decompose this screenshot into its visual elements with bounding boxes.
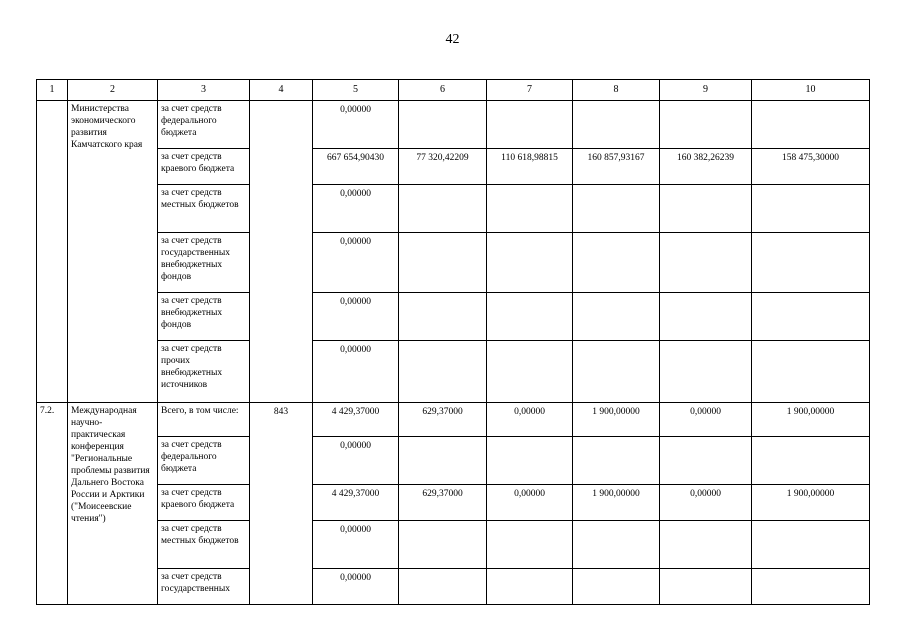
block1-index-cell [37,101,68,403]
value-col-6 [399,521,487,569]
value-col-7: 0,00000 [487,403,573,437]
value-col-10 [752,101,870,149]
value-col-6 [399,569,487,605]
value-col-8 [573,233,660,293]
value-col-10 [752,569,870,605]
header-col-9: 9 [660,80,752,101]
value-col-6: 629,37000 [399,403,487,437]
funding-source: за счет средств государственных внебюджетных фондов [158,233,250,293]
value-col-7 [487,101,573,149]
value-col-8 [573,293,660,341]
header-row [37,80,870,101]
table-row [37,521,870,569]
value-col-9 [660,185,752,233]
table-row [37,149,870,185]
budget-table [36,79,870,605]
header-col-2: 2 [68,80,158,101]
value-col-5: 667 654,90430 [313,149,399,185]
value-col-6 [399,437,487,485]
block2-code: 843 [250,403,313,605]
funding-source: за счет средств федерального бюджета [158,101,250,149]
funding-source: за счет средств внебюджетных фондов [158,293,250,341]
funding-source: за счет средств прочих внебюджетных источников [158,341,250,403]
header-col-4: 4 [250,80,313,101]
value-col-9 [660,437,752,485]
value-col-10 [752,341,870,403]
block1-org-name: Министерства экономического развития Камчатского края [68,101,158,403]
value-col-5: 0,00000 [313,569,399,605]
header-col-8: 8 [573,80,660,101]
value-col-9 [660,233,752,293]
value-col-7 [487,341,573,403]
value-col-10 [752,437,870,485]
value-col-7: 0,00000 [487,485,573,521]
value-col-5: 0,00000 [313,437,399,485]
block1-code-cell [250,101,313,403]
value-col-8 [573,437,660,485]
value-col-8 [573,101,660,149]
value-col-6 [399,233,487,293]
value-col-8 [573,341,660,403]
value-col-10 [752,293,870,341]
value-col-7: 110 618,98815 [487,149,573,185]
page-number: 42 [445,32,460,47]
table-row [37,293,870,341]
header-col-10: 10 [752,80,870,101]
value-col-7 [487,521,573,569]
header-col-5: 5 [313,80,399,101]
funding-source: за счет средств краевого бюджета [158,149,250,185]
header-col-6: 6 [399,80,487,101]
value-col-9: 0,00000 [660,403,752,437]
header-col-3: 3 [158,80,250,101]
value-col-5: 0,00000 [313,233,399,293]
value-col-9: 0,00000 [660,485,752,521]
value-col-10: 1 900,00000 [752,403,870,437]
value-col-9 [660,293,752,341]
funding-source: за счет средств федерального бюджета [158,437,250,485]
table-row [37,569,870,605]
value-col-6 [399,185,487,233]
value-col-8 [573,521,660,569]
value-col-5: 0,00000 [313,521,399,569]
value-col-9 [660,569,752,605]
funding-source: за счет средств государственных [158,569,250,605]
value-col-8: 160 857,93167 [573,149,660,185]
table-row [37,341,870,403]
value-col-8 [573,185,660,233]
value-col-9 [660,521,752,569]
value-col-5: 4 429,37000 [313,403,399,437]
table-row [37,233,870,293]
funding-source: за счет средств местных бюджетов [158,185,250,233]
value-col-7 [487,233,573,293]
value-col-6 [399,341,487,403]
value-col-6 [399,293,487,341]
value-col-8 [573,569,660,605]
table-row [37,185,870,233]
value-col-6 [399,101,487,149]
value-col-5: 0,00000 [313,101,399,149]
value-col-5: 0,00000 [313,185,399,233]
value-col-9: 160 382,26239 [660,149,752,185]
value-col-7 [487,185,573,233]
value-col-10 [752,233,870,293]
table-row [37,403,870,437]
value-col-7 [487,293,573,341]
value-col-7 [487,569,573,605]
value-col-9 [660,341,752,403]
value-col-10 [752,521,870,569]
value-col-10 [752,185,870,233]
value-col-5: 0,00000 [313,293,399,341]
value-col-8: 1 900,00000 [573,403,660,437]
funding-source: за счет средств краевого бюджета [158,485,250,521]
table-row [37,485,870,521]
header-col-1: 1 [37,80,68,101]
value-col-6: 629,37000 [399,485,487,521]
value-col-5: 4 429,37000 [313,485,399,521]
funding-source: Всего, в том числе: [158,403,250,437]
block2-event-name: Международная научно-практическая конференция "Региональные проблемы развития Дальнего Востока России и Арктики ("Моисеевские чтения") [68,403,158,605]
value-col-9 [660,101,752,149]
value-col-10: 158 475,30000 [752,149,870,185]
header-col-7: 7 [487,80,573,101]
value-col-5: 0,00000 [313,341,399,403]
table-row [37,437,870,485]
table-row [37,101,870,149]
funding-source: за счет средств местных бюджетов [158,521,250,569]
value-col-6: 77 320,42209 [399,149,487,185]
value-col-10: 1 900,00000 [752,485,870,521]
block2-index: 7.2. [37,403,68,605]
value-col-7 [487,437,573,485]
value-col-8: 1 900,00000 [573,485,660,521]
